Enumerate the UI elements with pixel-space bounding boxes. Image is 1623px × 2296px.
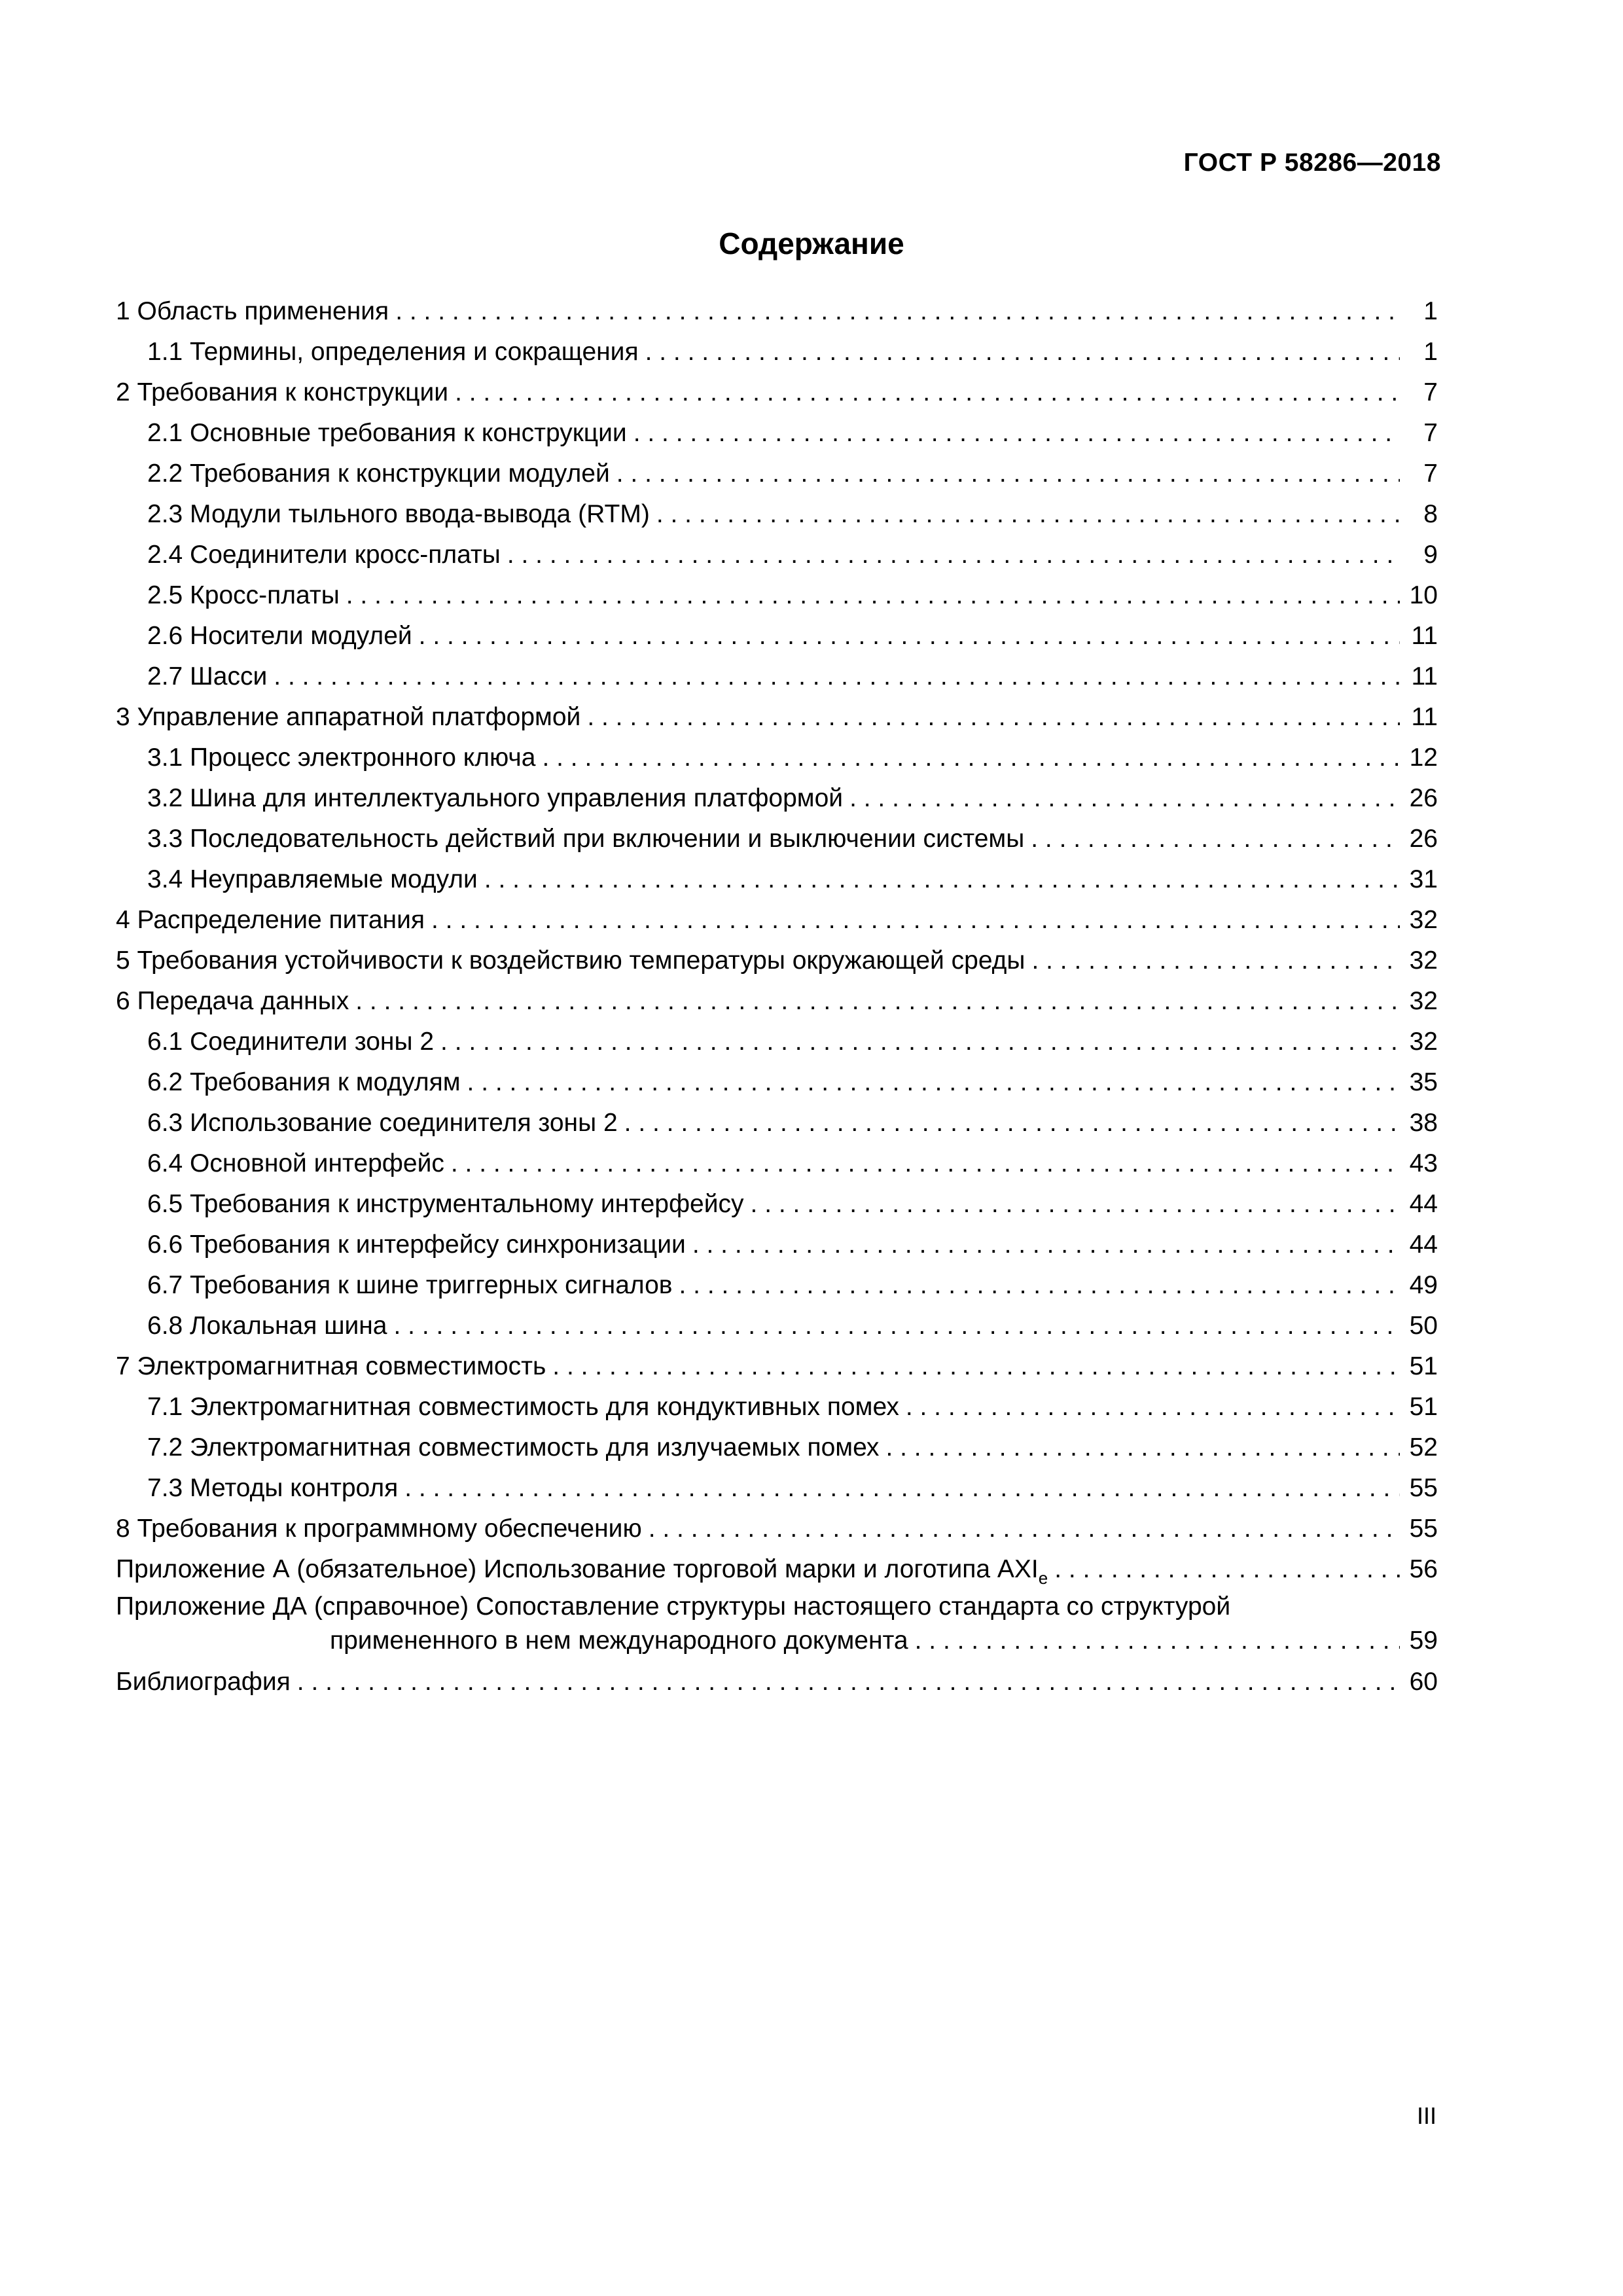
- toc-entry-page: 32: [1409, 946, 1438, 975]
- toc-entry-label: 3 Управление аппаратной платформой: [116, 703, 581, 731]
- dot-leader: [542, 738, 1400, 778]
- toc-entry[interactable]: [116, 778, 1438, 819]
- toc-entry-page: 43: [1409, 1149, 1438, 1177]
- toc-entry-page: 49: [1409, 1271, 1438, 1299]
- dot-leader: [649, 1509, 1400, 1549]
- toc-entry-page: 55: [1409, 1474, 1438, 1502]
- toc-entry[interactable]: [116, 413, 1438, 454]
- toc-entry-label: 1 Область применения: [116, 297, 389, 325]
- toc-entry[interactable]: [116, 656, 1438, 697]
- toc-entry-label: 6.7 Требования к шине триггерных сигналов: [147, 1271, 673, 1299]
- dot-leader: [431, 900, 1400, 941]
- toc-entry-page: 7: [1423, 419, 1438, 447]
- toc-entry-page: 38: [1409, 1109, 1438, 1137]
- toc-entry-label: 1.1 Термины, определения и сокращения: [147, 338, 639, 366]
- toc-entry-page: 9: [1423, 541, 1438, 569]
- toc-entry-label: 6.1 Соединители зоны 2: [147, 1028, 435, 1056]
- toc-entry-page: 26: [1409, 825, 1438, 853]
- toc-entry-label: 6.3 Использование соединителя зоны 2: [147, 1109, 618, 1137]
- appendix-a-subscript: e: [1038, 1568, 1048, 1588]
- toc-entry[interactable]: [116, 1387, 1438, 1427]
- dot-leader: [451, 1143, 1400, 1184]
- toc-entry[interactable]: [116, 859, 1438, 900]
- dot-leader: [440, 1022, 1400, 1062]
- toc-entry[interactable]: [116, 1468, 1438, 1509]
- toc-entry-page: 44: [1409, 1230, 1438, 1259]
- toc-entry-appendix-a[interactable]: [116, 1549, 1438, 1590]
- toc-entry-page: 8: [1423, 500, 1438, 528]
- toc-entry-label: 8 Требования к программному обеспечению: [116, 1515, 642, 1543]
- toc-entry-page: 7: [1423, 459, 1438, 488]
- toc-entry-page: 12: [1409, 744, 1438, 772]
- toc-entry-page: 7: [1423, 378, 1438, 406]
- toc-entry-page: 1: [1423, 297, 1438, 325]
- dot-leader: [906, 1387, 1400, 1427]
- toc-entry-label: 7 Электромагнитная совместимость: [116, 1352, 546, 1380]
- document-code: ГОСТ Р 58286—2018: [1183, 149, 1441, 177]
- toc-entry[interactable]: [116, 981, 1438, 1022]
- toc-entry-label: 7.3 Методы контроля: [147, 1474, 399, 1502]
- toc-title: Содержание: [719, 226, 904, 260]
- toc-entry-label: 2.5 Кросс-платы: [147, 581, 340, 609]
- toc-entry-label: 3.2 Шина для интеллектуального управления платформой: [147, 784, 844, 812]
- dot-leader: [507, 535, 1400, 575]
- toc-entry[interactable]: [116, 1143, 1438, 1184]
- dot-leader: [645, 332, 1400, 372]
- toc-entry-label: 6.2 Требования к модулям: [147, 1068, 461, 1096]
- toc-entry-page: 32: [1409, 987, 1438, 1015]
- toc-entry[interactable]: [116, 454, 1438, 494]
- dot-leader: [633, 413, 1400, 454]
- toc-entry-label: 2 Требования к конструкции: [116, 378, 449, 406]
- toc-entry-label: 2.4 Соединители кросс-платы: [147, 541, 501, 569]
- toc-entry-page: 51: [1409, 1352, 1438, 1380]
- dot-leader: [587, 697, 1400, 738]
- dot-leader: [1031, 941, 1400, 981]
- toc-entry-label: 7.1 Электромагнитная совместимость для кондуктивных помех: [147, 1393, 899, 1421]
- toc-entry-page: 10: [1409, 581, 1438, 609]
- toc-entry-page: 32: [1409, 1028, 1438, 1056]
- toc-entry[interactable]: [116, 1346, 1438, 1387]
- toc-entry[interactable]: [116, 1022, 1438, 1062]
- appendix-a-label-text: Приложение А (обязательное) Использование торговой марки и логотипа AXI: [116, 1555, 1039, 1583]
- dot-leader: [692, 1225, 1400, 1265]
- toc-entry-label: 2.3 Модули тыльного ввода-вывода (RTM): [147, 500, 650, 528]
- appendix-da-line2: [116, 1624, 1438, 1658]
- dot-leader: [455, 372, 1400, 413]
- toc-entry[interactable]: [116, 291, 1438, 332]
- toc-entry[interactable]: [116, 900, 1438, 941]
- dot-leader: [484, 859, 1400, 900]
- toc-entry-page: 56: [1409, 1555, 1438, 1583]
- dot-leader: [751, 1184, 1400, 1225]
- dot-leader: [656, 494, 1400, 535]
- toc-entry-page: 50: [1409, 1312, 1438, 1340]
- toc-entry-appendix-da[interactable]: [116, 1590, 1438, 1658]
- toc-entry[interactable]: [116, 1062, 1438, 1103]
- toc-entry-page: 31: [1409, 865, 1438, 893]
- appendix-da-label-line1: Приложение ДА (справочное) Сопоставление структуры настоящего стандарта со структурой: [116, 1592, 1231, 1621]
- dot-leader: [915, 1624, 1400, 1658]
- toc-entry-page: 60: [1409, 1668, 1438, 1696]
- dot-leader: [679, 1265, 1400, 1306]
- dot-leader: [297, 1662, 1400, 1702]
- toc-entry-label: 3.4 Неуправляемые модули: [147, 865, 478, 893]
- toc-entry-page: 11: [1411, 622, 1438, 650]
- toc-entry-page: 35: [1409, 1068, 1438, 1096]
- dot-leader: [885, 1427, 1400, 1468]
- toc-entry-page: 44: [1409, 1190, 1438, 1218]
- toc-entry-label: 7.2 Электромагнитная совместимость для излучаемых помех: [147, 1433, 880, 1462]
- toc-entry-page: 11: [1411, 703, 1438, 731]
- toc-entry-page: 26: [1409, 784, 1438, 812]
- toc-entry-label: 6.6 Требования к интерфейсу синхронизации: [147, 1230, 686, 1259]
- toc-entry-label: 6.5 Требования к инструментальному интерфейсу: [147, 1190, 744, 1218]
- toc-entry-label: 6 Передача данных: [116, 987, 349, 1015]
- dot-leader: [395, 291, 1400, 332]
- toc-entry-page: 1: [1423, 338, 1438, 366]
- dot-leader: [1031, 819, 1400, 859]
- toc-entry[interactable]: [116, 1184, 1438, 1225]
- toc-entry[interactable]: [116, 494, 1438, 535]
- toc-entry-label: 2.2 Требования к конструкции модулей: [147, 459, 610, 488]
- toc-entry-label: 6.4 Основной интерфейс: [147, 1149, 444, 1177]
- toc-entry[interactable]: [116, 535, 1438, 575]
- toc-entry[interactable]: [116, 738, 1438, 778]
- toc-entry-label: 3.3 Последовательность действий при включении и выключении системы: [147, 825, 1025, 853]
- toc-entry-label: Библиография: [116, 1668, 291, 1696]
- page-number: III: [1416, 2102, 1436, 2129]
- toc-entry-label: 2.6 Носители модулей: [147, 622, 412, 650]
- toc-entry[interactable]: [116, 1509, 1438, 1549]
- appendix-da-label-line2: примененного в нем международного документа: [330, 1626, 908, 1655]
- dot-leader: [404, 1468, 1400, 1509]
- toc-entry-label: 2.7 Шасси: [147, 662, 268, 691]
- toc-entry[interactable]: [116, 1225, 1438, 1265]
- toc-entry-label: 6.8 Локальная шина: [147, 1312, 387, 1340]
- table-of-contents: [116, 291, 1438, 1702]
- toc-entry-page: 59: [1409, 1626, 1438, 1655]
- toc-entry[interactable]: [116, 1306, 1438, 1346]
- toc-entry-label: 4 Распределение питания: [116, 906, 425, 934]
- toc-entry[interactable]: [116, 332, 1438, 372]
- toc-entry-page: 32: [1409, 906, 1438, 934]
- toc-list: [116, 291, 1438, 1549]
- toc-entry[interactable]: [116, 1427, 1438, 1468]
- toc-entry-label: 3.1 Процесс электронного ключа: [147, 744, 536, 772]
- dot-leader: [467, 1062, 1400, 1103]
- toc-entry[interactable]: [116, 1265, 1438, 1306]
- toc-entry-page: 51: [1409, 1393, 1438, 1421]
- toc-entry-label: 2.1 Основные требования к конструкции: [147, 419, 627, 447]
- toc-entry[interactable]: [116, 372, 1438, 413]
- dot-leader: [849, 778, 1400, 819]
- dot-leader: [624, 1103, 1400, 1143]
- dot-leader: [1054, 1549, 1400, 1590]
- dot-leader: [355, 981, 1400, 1022]
- dot-leader: [419, 616, 1400, 656]
- toc-entry[interactable]: [116, 575, 1438, 616]
- toc-entry-page: 55: [1409, 1515, 1438, 1543]
- toc-entry-label: 5 Требования устойчивости к воздействию температуры окружающей среды: [116, 946, 1026, 975]
- dot-leader: [274, 656, 1400, 697]
- dot-leader: [346, 575, 1400, 616]
- toc-entry[interactable]: [116, 1103, 1438, 1143]
- toc-entry[interactable]: [116, 697, 1438, 738]
- toc-entry-page: 11: [1411, 662, 1438, 691]
- dot-leader: [616, 454, 1400, 494]
- toc-entry[interactable]: [116, 616, 1438, 656]
- dot-leader: [552, 1346, 1400, 1387]
- dot-leader: [394, 1306, 1400, 1346]
- toc-entry[interactable]: [116, 819, 1438, 859]
- toc-entry-page: 52: [1409, 1433, 1438, 1462]
- toc-entry[interactable]: [116, 941, 1438, 981]
- toc-entry-bibliography[interactable]: [116, 1662, 1438, 1702]
